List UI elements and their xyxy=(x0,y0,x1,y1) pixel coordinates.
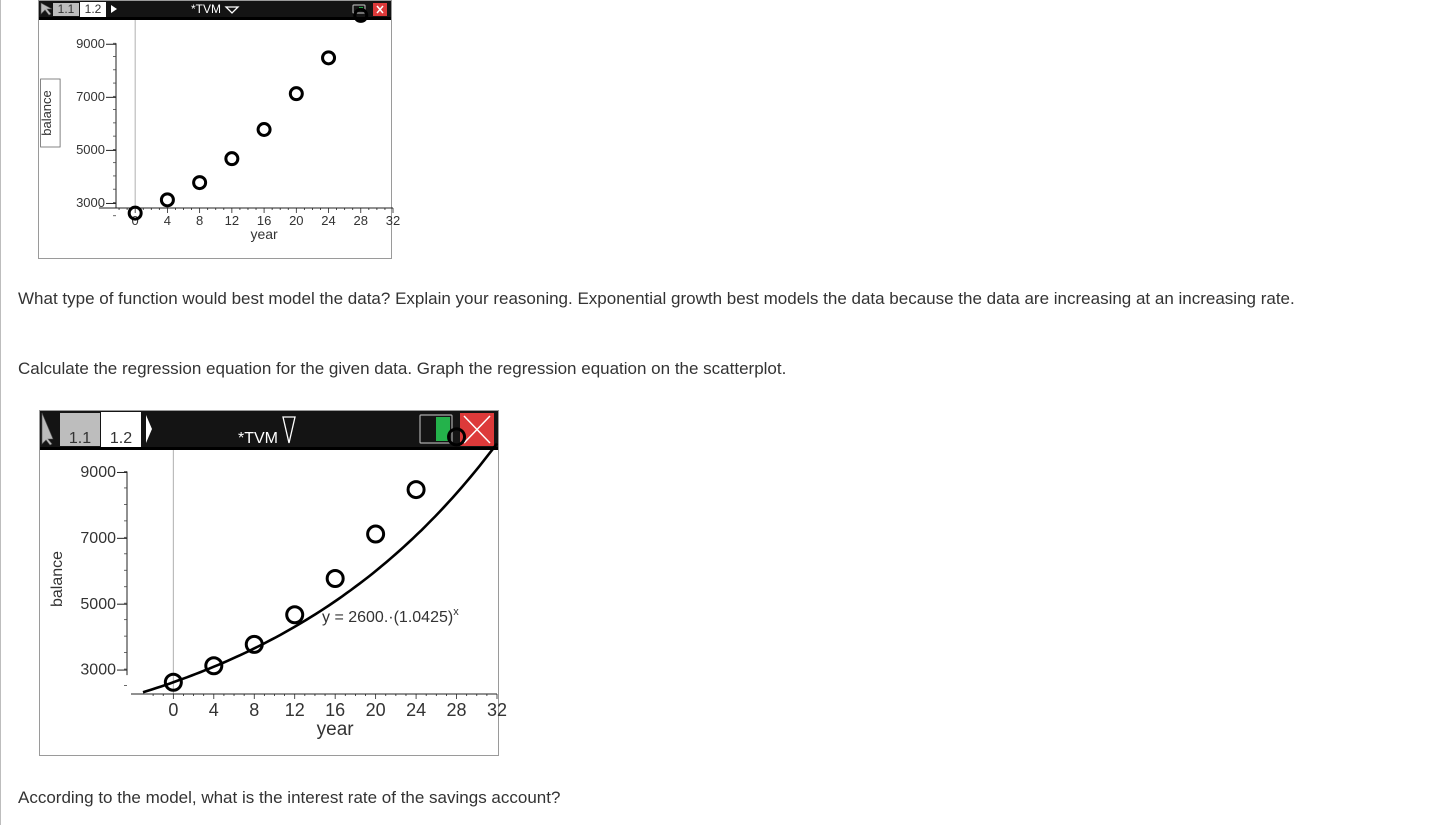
tab-1-1-label: 1.1 xyxy=(57,2,75,16)
data-point xyxy=(408,482,424,498)
y-tick-label: 9000 xyxy=(80,464,116,482)
x-axis-label: year xyxy=(316,719,354,740)
x-tick-label: 0 xyxy=(168,700,179,720)
y-tick-label: 9000 xyxy=(76,35,105,51)
data-point xyxy=(323,52,335,64)
y-axis-label: balance xyxy=(39,90,54,136)
y-tick-label: 5000 xyxy=(80,595,116,613)
scatterplot-svg xyxy=(39,1,401,258)
regression-plot-svg xyxy=(40,411,508,755)
x-tick-label: 12 xyxy=(224,213,240,228)
tab-1-2-label: 1.2 xyxy=(84,2,102,16)
x-tick-label: 8 xyxy=(249,700,260,720)
left-border xyxy=(0,0,1,825)
data-point xyxy=(226,153,238,165)
y-tick-label: 7000 xyxy=(80,529,116,547)
regression-equation-label: $y = 2600.\cdot(1.0425)^x$ xyxy=(322,606,459,626)
data-point xyxy=(161,194,173,206)
y-tick-label: 3000 xyxy=(76,195,105,211)
data-point xyxy=(287,607,303,623)
x-tick-label: 32 xyxy=(385,213,401,228)
x-tick-label: 4 xyxy=(163,213,172,228)
y-tick-label: 7000 xyxy=(76,88,105,104)
y-axis-label: balance xyxy=(49,550,66,608)
x-tick-label: 20 xyxy=(365,700,386,720)
data-point xyxy=(290,88,302,100)
data-point xyxy=(258,124,270,136)
tab-1-2-label: 1.2 xyxy=(109,430,133,447)
question-function-type: What type of function would best model the data? Explain your reasoning. Exponential growth best models the data because the data are increasing at an increasing rate. xyxy=(18,289,1295,308)
calculator-screen-regression xyxy=(39,410,508,756)
x-tick-label: 16 xyxy=(256,213,272,228)
data-point xyxy=(327,571,343,587)
data-point xyxy=(368,526,384,542)
x-tick-label: 28 xyxy=(353,213,369,228)
title-bar-underline xyxy=(40,447,498,450)
document-title: *TVM xyxy=(238,430,278,447)
title-bar-underline xyxy=(39,17,391,20)
x-axis-label: year xyxy=(250,226,278,242)
calculator-screen-scatterplot xyxy=(38,0,401,259)
x-tick-label: 24 xyxy=(406,700,427,720)
x-tick-label: 32 xyxy=(486,700,508,720)
document-title: *TVM xyxy=(191,2,221,16)
tab-1-1-label: 1.1 xyxy=(68,430,92,447)
x-tick-label: 8 xyxy=(196,213,204,228)
y-tick-label: 5000 xyxy=(76,141,105,157)
x-tick-label: 28 xyxy=(446,700,467,720)
x-tick-label: 16 xyxy=(325,700,346,720)
data-point xyxy=(194,177,206,189)
y-tick-label: 3000 xyxy=(80,661,116,679)
x-tick-label: 24 xyxy=(321,213,336,228)
x-tick-label: 0 xyxy=(131,213,139,228)
question-interest-rate: According to the model, what is the interest rate of the savings account? xyxy=(18,788,561,807)
question-regression: Calculate the regression equation for the given data. Graph the regression equation on the scatterplot. xyxy=(18,359,787,378)
x-tick-label: 20 xyxy=(289,213,304,228)
x-tick-label: 4 xyxy=(208,700,219,720)
regression-curve xyxy=(143,444,497,693)
x-tick-label: 12 xyxy=(284,700,305,720)
